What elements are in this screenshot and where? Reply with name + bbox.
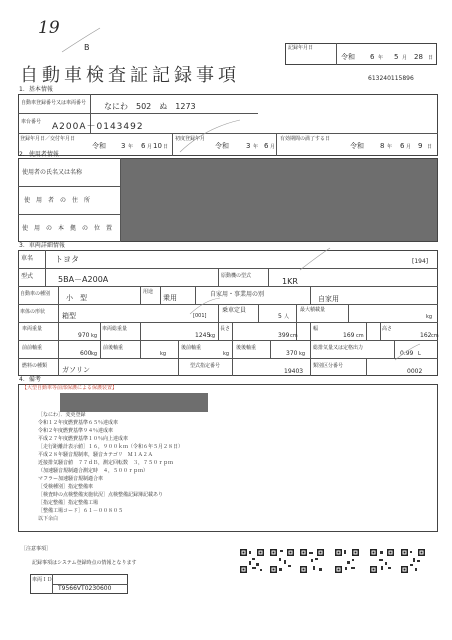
expiry-label: 有効期間の満了する日 bbox=[280, 136, 331, 142]
user-address-label: 使 用 者 の 住 所 bbox=[24, 197, 91, 204]
engine-label: 原動機の型式 bbox=[221, 273, 252, 279]
weight-label: 車両重量 bbox=[22, 326, 43, 332]
note-line: ［走行距離計表示値］１６，９００ｋｍ（令和６年５月２８日） bbox=[38, 444, 184, 450]
chassis-label: 車台番号 bbox=[21, 119, 42, 125]
user-base-label: 使 用 の 本 拠 の 位 置 bbox=[22, 225, 113, 232]
document-title: 自動車検査証記録事項 bbox=[20, 65, 240, 86]
length-label: 長さ bbox=[220, 326, 231, 332]
class-label: 類別区分番号 bbox=[313, 363, 344, 369]
rear-rear-axle-value: 370 bbox=[286, 350, 298, 357]
max-load-label: 最大積載量 bbox=[300, 307, 326, 313]
body-value: 箱型 bbox=[62, 312, 76, 320]
front-front-axle-label: 前前軸重 bbox=[22, 345, 43, 351]
chassis-value: A200A－0143492 bbox=[52, 122, 144, 132]
form-type-letter: B bbox=[84, 43, 90, 52]
fuel-label: 燃料の種類 bbox=[22, 363, 48, 369]
note-line: 平成２７年度燃費基準１０％向上達成車 bbox=[38, 436, 129, 442]
make-code: [194] bbox=[412, 258, 429, 265]
note-line: マフラー加速騒音規制適合車 bbox=[38, 476, 104, 482]
business-label: 自家用・事業用の別 bbox=[210, 291, 265, 298]
vehicle-id-value: T9566VT0230600 bbox=[58, 585, 112, 592]
gross-weight-label: 車両総重量 bbox=[102, 326, 128, 332]
weight-value: 970 bbox=[78, 332, 90, 339]
section-basic: 1．基本情報 bbox=[19, 86, 53, 93]
first-reg-ym-label: 初度登録年月 bbox=[175, 136, 206, 142]
note-line: ［指定整備］指定整備工場 bbox=[38, 500, 99, 506]
capacity-label: 乗車定員 bbox=[222, 307, 247, 314]
height-value: 162 bbox=[420, 332, 432, 339]
type-cert-label: 型式指定番号 bbox=[190, 363, 221, 369]
reg-number-value: なにわ 502 ぬ 1273 bbox=[104, 102, 196, 111]
reg-number-label: 自動車登録番号又は車両番号 bbox=[21, 100, 87, 106]
fuel-value: ガソリン bbox=[62, 366, 90, 374]
body-code: [001] bbox=[193, 313, 207, 319]
note-line: 以下余白 bbox=[38, 516, 59, 522]
notice-label: ［注意事項］ bbox=[21, 546, 52, 552]
notice-text: 記録事項はシステム登録時点の情報となります bbox=[32, 560, 137, 566]
note-line: 令和１２年度燃費基準６５％達成車 bbox=[38, 420, 119, 426]
first-reg-label: 登録年月日／交付年月日 bbox=[20, 136, 76, 142]
model-label: 型式 bbox=[21, 273, 34, 280]
type-cert-value: 19403 bbox=[284, 368, 304, 375]
note-line: 平成２８年騒音規制車，騒音カテゴリ Ｍ１Ａ２Ａ bbox=[38, 452, 153, 458]
section-user: 2．使用者情報 bbox=[19, 151, 59, 158]
kind-label: 自動車の種別 bbox=[20, 291, 51, 297]
note-line: ［受検種別］指定整備車 bbox=[38, 484, 94, 490]
note-line: 近接排気騒音値 ７７ｄＢ，測定回転数 ３，７５０ｒｐｍ bbox=[38, 460, 174, 466]
page: 19 B 記録年月日 令和 6 年 5 月 28 日 自動車検査証記録事項 613240115896 1．基本情報 自動車登録番号又は車両番号 なにわ 502 ぬ 1273 車台番号 A200A－0143492 登録年月日／交付年月日 令和 3 年 6 月 10 日 初度登録年月 令和 3 年 6 月 有効期間の満了する日 令和 8 年 6 月 9 日 2．使用者情報 使用者の氏名又は名称 使 用 者 の 住 所 使 用 の 本 拠 の 位 置 3．車両詳細情報 車名 トヨタ [194] 型式 5BA－A200A 原動機の型式 1KR 自動車の種別 小 型 用途 乗用 自家用・事業用の別 自家用 車体の形状 箱型 [001] 乗車定員 5 人 最大積載量 kg 車両重量 970 kg 車両総重量 1245 kg 長さ 399 cm 幅 169 cm 高さ 162 cm 前前軸重 600 kg 前後軸重 kg 後前軸重 kg 後後軸重 370 kg 総排気量又は定格出力 0.99 L 燃料の種類 ガソリン 型式指定番号 19403 類別区分番号 0002 4．備考 【大型自動車等前部保護による保護装置】 ［なにわ］．変更登録 令和１２年度燃費基準６５％達成車 令和２年度燃費基準９４％達成車 平成２７年度燃費基準１０％向上達成車 ［走行距離計表示値］１６，９００ｋｍ（令和６年５月２８日） 平成２８年騒音規制車，騒音カテゴリ Ｍ１Ａ２Ａ 近接排気騒音値 ７７ｄＢ，測定回転数 ３，７５０ｒｐｍ （加速騒音規制適合測定時 ４，５００ｒｐｍ） マフラー加速騒音規制適合車 ［受検種別］指定整備車 ［検査時の点検整備実施状況］点検整備記録簿記載あり ［指定整備］指定整備工場 ［整備工場コード］６１－００８０５ 以下余白 ［注意事項］ 記録事項はシステム登録時点の情報となります 車両ＩＤ T9566VT0230600 bbox=[0, 0, 452, 640]
user-name-label: 使用者の氏名又は名称 bbox=[22, 169, 83, 176]
displacement-value: 0.99 bbox=[400, 350, 414, 357]
height-label: 高さ bbox=[382, 326, 393, 332]
use-label: 用途 bbox=[143, 289, 154, 295]
body-label: 車体の形状 bbox=[20, 309, 46, 315]
engine-value: 1KR bbox=[282, 277, 298, 286]
length-value: 399 bbox=[278, 332, 290, 339]
record-date-label: 記録年月日 bbox=[288, 45, 314, 51]
handwritten-page-number: 19 bbox=[38, 18, 60, 38]
vehicle-id-label: 車両ＩＤ bbox=[32, 577, 53, 583]
business-value: 自家用 bbox=[318, 295, 339, 303]
section-notes: 4．備考 bbox=[19, 376, 41, 383]
capacity-value: 5 bbox=[278, 313, 282, 320]
rear-rear-axle-label: 後後軸重 bbox=[236, 345, 257, 351]
model-value: 5BA－A200A bbox=[58, 275, 109, 284]
note-line: ［なにわ］．変更登録 bbox=[38, 412, 86, 418]
gross-weight-value: 1245 bbox=[195, 332, 211, 339]
note-line: （加速騒音規制適合測定時 ４，５００ｒｐｍ） bbox=[38, 468, 149, 474]
class-value: 0002 bbox=[407, 368, 423, 375]
kind-value: 小 型 bbox=[66, 294, 87, 302]
width-label: 幅 bbox=[313, 326, 319, 332]
make-value: トヨタ bbox=[55, 255, 79, 264]
rear-front-axle-label: 後前軸重 bbox=[181, 345, 202, 351]
notes-red-header: 【大型自動車等前部保護による保護装置】 bbox=[22, 385, 118, 391]
width-value: 169 bbox=[343, 332, 355, 339]
front-rear-axle-label: 前後軸重 bbox=[103, 345, 124, 351]
document-number: 613240115896 bbox=[368, 75, 414, 82]
make-label: 車名 bbox=[21, 255, 34, 262]
note-line: ［整備工場コード］６１－００８０５ bbox=[38, 508, 124, 514]
section-vehicle: 3．車両詳細情報 bbox=[19, 242, 65, 249]
note-line: ［検査時の点検整備実施状況］点検整備記録簿記載あり bbox=[38, 492, 164, 498]
displacement-label: 総排気量又は定格出力 bbox=[313, 345, 364, 351]
front-front-axle-value: 600 bbox=[80, 350, 92, 357]
record-date-era: 令和 bbox=[341, 53, 355, 61]
note-line: 令和２年度燃費基準９４％達成車 bbox=[38, 428, 114, 434]
use-value: 乗用 bbox=[163, 294, 177, 302]
